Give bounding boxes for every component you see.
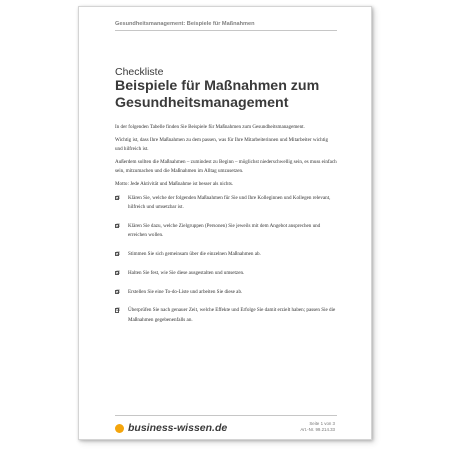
checkbox-icon: ☑ (116, 252, 120, 258)
document-type-label: Checkliste (115, 66, 164, 78)
checklist-item-text: Klären Sie, welche der folgenden Maßnahmen für Sie und Ihre Kolleginnen und Kollegen relevant, hilfreich und umsetzbar ist. (128, 194, 331, 211)
header-divider (115, 30, 337, 31)
checklist (115, 194, 337, 326)
checklist-item-text: Überprüfen Sie nach genauer Zeit, welche Effekte und Erfolge Sie damit erzielt haben; passen Sie die Maßnahmen gegebenenfalls an. (128, 307, 336, 323)
checklist-item (115, 250, 337, 259)
checklist-item-text: Stimmen Sie sich gemeinsam über die einzelnen Maßnahmen ab. (128, 251, 261, 258)
motto-paragraph: Motto: Jede Aktivität und Maßnahme ist besser als nichts. (115, 181, 234, 188)
checkbox-icon: ☑ (116, 270, 120, 276)
logo-text: business-wissen.de (128, 422, 228, 434)
intro-paragraph: Wichtig ist, dass Ihre Maßnahmen zu dem passen, was für Ihre Mitarbeiterinnen und Mitarbeiter wichtig und hilfreich ist. (115, 136, 329, 153)
checklist-item-text: Klären Sie dazu, welche Zielgruppen (Personen) Sie jeweils mit dem Angebot ansprechen und erreichen wollen. (128, 222, 321, 239)
document-title: Beispiele für Maßnahmen zum Gesundheitsmanagement (115, 78, 320, 111)
checkbox-icon: ☑ (116, 289, 120, 295)
checklist-item-text: Halten Sie fest, wie Sie diese ausgestalten und umsetzen. (128, 269, 245, 276)
checkbox-icon: ☑ (116, 308, 120, 314)
brand-logo (115, 420, 227, 436)
checklist-item (115, 222, 337, 241)
document-body (115, 123, 337, 335)
checklist-item-text: Erstellen Sie eine To-do-Liste und arbeiten Sie diese ab. (128, 288, 243, 295)
checklist-item (115, 288, 337, 297)
checklist-item (115, 306, 337, 325)
checklist-item (115, 269, 337, 278)
footer-divider (115, 415, 337, 416)
page-number: Seite 1 von 3 (309, 421, 335, 426)
footer-meta (300, 421, 335, 433)
running-header: Gesundheitsmanagement: Beispiele für Maßnahmen (115, 21, 255, 27)
document-page (78, 6, 372, 440)
checklist-item (115, 194, 337, 213)
checkbox-icon: ☑ (116, 195, 120, 201)
logo-dot-icon (115, 424, 124, 433)
checkbox-icon: ☑ (116, 223, 120, 229)
intro-paragraph: In der folgenden Tabelle finden Sie Beispiele für Maßnahmen zum Gesundheitsmanagement. (115, 124, 305, 130)
intro-paragraph: Außerdem sollten die Maßnahmen – zumindest zu Beginn – möglichst niederschwellig sein, es muss einfach sein, mitzumachen und die Maßnahmen im Alltag umzusetzen. (115, 159, 337, 175)
article-number: Art.-Nr. 99.214.33 (300, 427, 335, 432)
